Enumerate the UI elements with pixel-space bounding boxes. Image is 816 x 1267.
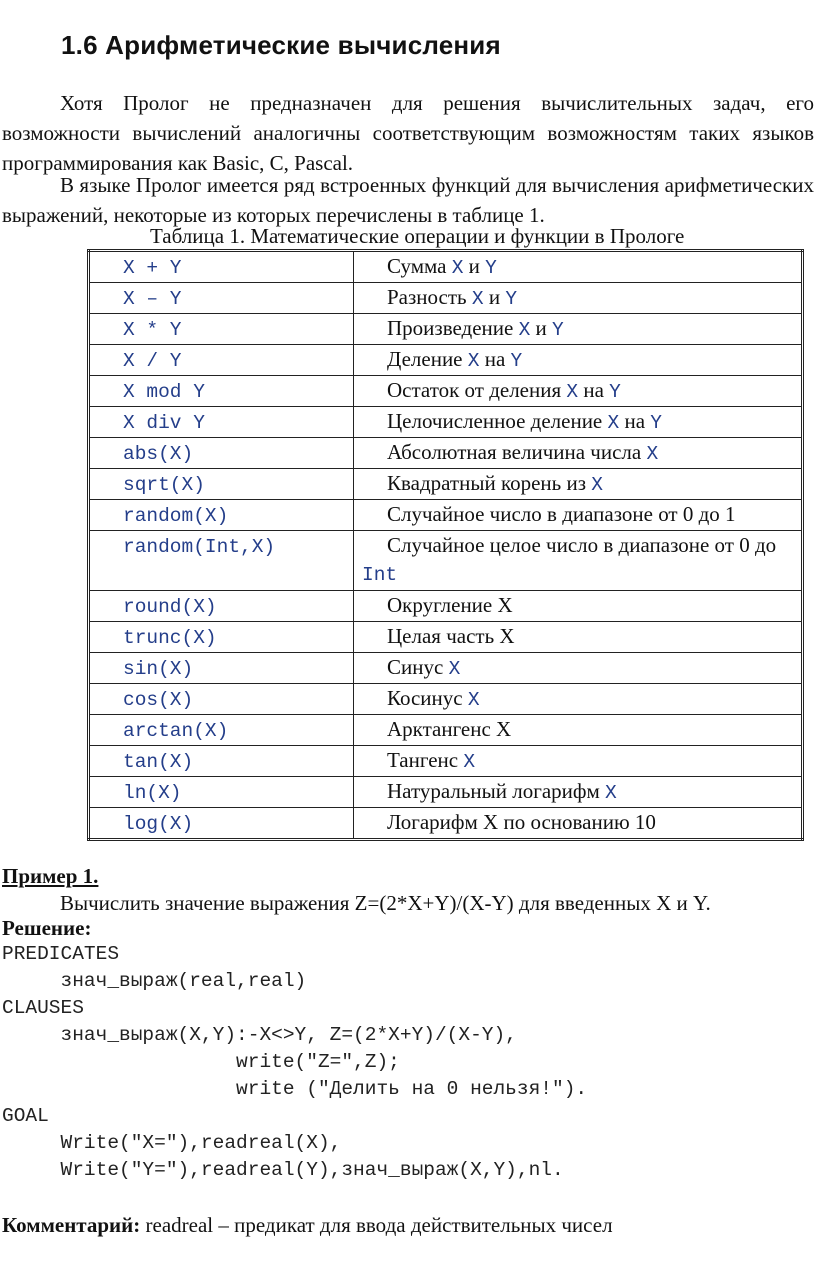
code-line: PREDICATES bbox=[2, 943, 120, 965]
table-row bbox=[89, 684, 803, 715]
table-row bbox=[89, 407, 803, 438]
operation-cell bbox=[89, 407, 354, 438]
description-text: Логарифм X по основанию 10 bbox=[387, 810, 656, 834]
operation-code: sin(X) bbox=[123, 658, 194, 680]
operation-code: random(X) bbox=[123, 505, 229, 527]
operation-cell bbox=[89, 251, 354, 283]
comment-label: Комментарий: bbox=[2, 1213, 141, 1237]
operation-code: tan(X) bbox=[123, 751, 194, 773]
description-text: Целочисленное деление bbox=[387, 409, 603, 433]
code-line: write("Z=",Z); bbox=[2, 1051, 400, 1073]
description-cell bbox=[354, 653, 803, 684]
table-row bbox=[89, 653, 803, 684]
code-line: Write("X="),readreal(X), bbox=[2, 1132, 342, 1154]
description-text: Произведение bbox=[387, 316, 514, 340]
operation-code: X mod Y bbox=[123, 381, 205, 403]
table-row bbox=[89, 808, 803, 840]
example-task: Вычислить значение выражения Z=(2*X+Y)/(X-Y) для введенных X и Y. bbox=[60, 891, 711, 915]
operation-cell bbox=[89, 469, 354, 500]
description-text: Округление X bbox=[387, 593, 513, 617]
math-functions-table bbox=[87, 249, 804, 841]
table-row bbox=[89, 622, 803, 653]
code-line: write ("Делить на 0 нельзя!"). bbox=[2, 1078, 588, 1100]
operation-cell bbox=[89, 500, 354, 531]
operation-cell bbox=[89, 376, 354, 407]
table-row bbox=[89, 746, 803, 777]
variable-x: X bbox=[448, 658, 461, 680]
variable-y: Y bbox=[650, 412, 662, 434]
description-cell bbox=[354, 407, 803, 438]
example-title: Пример 1. bbox=[2, 864, 99, 888]
variable-x: X bbox=[607, 412, 620, 434]
description-text: Разность bbox=[387, 285, 467, 309]
description-cell bbox=[354, 715, 803, 746]
table-row bbox=[89, 314, 803, 345]
description-cell bbox=[354, 345, 803, 376]
description-text: Арктангенс X bbox=[387, 717, 512, 741]
section-heading: 1.6 Арифметические вычисления bbox=[61, 30, 501, 60]
description-cell bbox=[354, 808, 803, 840]
description-text: Тангенс bbox=[387, 748, 459, 772]
variable-y: Y bbox=[510, 350, 523, 372]
table-row bbox=[89, 469, 803, 500]
operation-cell bbox=[89, 345, 354, 376]
operation-code: X div Y bbox=[123, 412, 205, 434]
functions-paragraph: В языке Пролог имеется ряд встроенных функций для вычисления арифметических выражений, некоторые из которых перечислены в таблице 1. bbox=[2, 173, 814, 227]
description-text: Сумма bbox=[387, 254, 447, 278]
description-cell bbox=[354, 777, 803, 808]
variable-y: Y bbox=[505, 288, 518, 310]
description-cell bbox=[354, 283, 803, 314]
description-text: Случайное число в диапазоне от 0 до 1 bbox=[387, 502, 736, 526]
table-caption: Таблица 1. Математические операции и функции в Прологе bbox=[150, 224, 685, 248]
operation-code: X + Y bbox=[123, 257, 182, 279]
code-line: CLAUSES bbox=[2, 997, 84, 1019]
table-row bbox=[89, 591, 803, 622]
operation-code: X * Y bbox=[123, 319, 182, 341]
table-row bbox=[89, 438, 803, 469]
operation-code: cos(X) bbox=[123, 689, 194, 711]
conjunction: на bbox=[624, 409, 646, 433]
operation-code: sqrt(X) bbox=[123, 474, 205, 496]
operation-code: log(X) bbox=[123, 813, 194, 835]
description-cell bbox=[354, 469, 803, 500]
description-cell bbox=[354, 438, 803, 469]
description-text: Косинус bbox=[387, 686, 463, 710]
variable-x: X bbox=[591, 474, 603, 496]
description-cell bbox=[354, 622, 803, 653]
table-row bbox=[89, 251, 803, 283]
variable-x: X bbox=[566, 381, 579, 403]
description-cell bbox=[354, 746, 803, 777]
operation-code: random(Int,X) bbox=[123, 536, 276, 558]
variable-x: X bbox=[605, 782, 617, 804]
description-cell bbox=[354, 591, 803, 622]
operation-cell bbox=[89, 746, 354, 777]
description-text: Натуральный логарифм bbox=[387, 779, 606, 803]
operation-cell bbox=[89, 777, 354, 808]
operation-cell bbox=[89, 808, 354, 840]
table-row bbox=[89, 376, 803, 407]
comment-text: readreal – предикат для ввода действительных чисел bbox=[140, 1213, 613, 1237]
description-cell bbox=[354, 500, 803, 531]
description-cell bbox=[354, 251, 803, 283]
operation-code: abs(X) bbox=[123, 443, 194, 465]
table-row bbox=[89, 500, 803, 531]
table-row bbox=[89, 715, 803, 746]
operation-cell bbox=[89, 314, 354, 345]
description-cell bbox=[354, 531, 803, 591]
solution-label: Решение: bbox=[2, 916, 92, 940]
description-cell bbox=[354, 684, 803, 715]
description-text: Абсолютная величина числа bbox=[387, 440, 642, 464]
conjunction: и bbox=[468, 254, 480, 278]
variable-y: Y bbox=[609, 381, 621, 403]
variable-x: X bbox=[451, 257, 464, 279]
code-line: Write("Y="),readreal(Y),знач_выраж(X,Y),nl. bbox=[2, 1159, 564, 1181]
operation-cell bbox=[89, 591, 354, 622]
description-text: Остаток от деления bbox=[387, 378, 562, 402]
operation-cell bbox=[89, 438, 354, 469]
table-row bbox=[89, 345, 803, 376]
operation-code: X / Y bbox=[123, 350, 182, 372]
prolog-code-listing bbox=[2, 941, 587, 1184]
variable-x: X bbox=[471, 288, 484, 310]
comment-line bbox=[2, 1211, 613, 1239]
operation-cell bbox=[89, 684, 354, 715]
variable-x: X bbox=[518, 319, 531, 341]
variable-x: X bbox=[467, 689, 480, 711]
code-line: GOAL bbox=[2, 1105, 49, 1127]
intro-paragraph: Хотя Пролог не предназначен для решения вычислительных задач, его возможности вычислений аналогичны соответствующим возможностям таких языков программирования как Basic, С, Pascal. bbox=[2, 91, 814, 175]
conjunction: и bbox=[488, 285, 501, 309]
operation-cell bbox=[89, 622, 354, 653]
description-text: Квадратный корень из bbox=[387, 471, 586, 495]
code-line: знач_выраж(X,Y):-X<>Y, Z=(2*X+Y)/(X-Y), bbox=[2, 1024, 517, 1046]
operation-cell bbox=[89, 283, 354, 314]
variable-x: X bbox=[467, 350, 480, 372]
conjunction: на bbox=[583, 378, 604, 402]
description-text: Деление bbox=[387, 347, 463, 371]
operation-code: trunc(X) bbox=[123, 627, 217, 649]
operation-code: X – Y bbox=[123, 288, 182, 310]
description-text: Случайное целое число в диапазоне от 0 до bbox=[387, 533, 777, 557]
table-row bbox=[89, 531, 803, 591]
operation-code: ln(X) bbox=[123, 782, 182, 804]
conjunction: на bbox=[484, 347, 506, 371]
description-text: Целая часть X bbox=[387, 624, 515, 648]
description-cell bbox=[354, 376, 803, 407]
operation-cell bbox=[89, 715, 354, 746]
table-row bbox=[89, 777, 803, 808]
variable-x: X bbox=[463, 751, 476, 773]
variable-x: X bbox=[646, 443, 659, 465]
table-row bbox=[89, 283, 803, 314]
variable-y: Y bbox=[552, 319, 564, 341]
variable-int: Int bbox=[362, 564, 398, 586]
operation-code: arctan(X) bbox=[123, 720, 229, 742]
variable-y: Y bbox=[485, 257, 497, 279]
code-line: знач_выраж(real,real) bbox=[2, 970, 307, 992]
conjunction: и bbox=[535, 316, 547, 340]
operation-code: round(X) bbox=[123, 596, 217, 618]
description-text: Синус bbox=[387, 655, 444, 679]
operation-cell bbox=[89, 653, 354, 684]
description-cell bbox=[354, 314, 803, 345]
operation-cell bbox=[89, 531, 354, 591]
